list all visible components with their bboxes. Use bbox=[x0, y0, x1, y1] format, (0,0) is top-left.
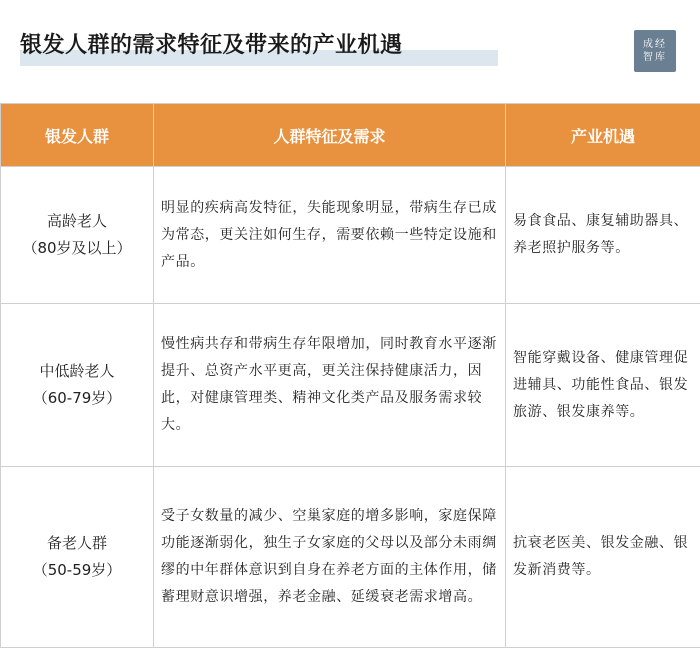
header-opportunities: 产业机遇 bbox=[506, 104, 700, 167]
needs-cell: 明显的疾病高发特征，失能现象明显，带病生存已成为常态，更关注如何生存，需要依赖一些特定设施和产品。 bbox=[154, 167, 506, 304]
needs-cell: 受子女数量的减少、空巢家庭的增多影响，家庭保障功能逐渐弱化，独生子女家庭的父母以及部分未雨绸缪的中年群体意识到自身在养老方面的主体作用，储蓄理财意识增强，养老金融、延缓衰老需求增高。 bbox=[154, 467, 506, 648]
group-cell bbox=[1, 467, 154, 648]
group-cell bbox=[1, 304, 154, 467]
table-row bbox=[1, 167, 700, 304]
brand-logo bbox=[634, 30, 676, 72]
opportunities-cell: 抗衰老医美、银发金融、银发新消费等。 bbox=[506, 467, 700, 648]
logo-text-line1: 成经 bbox=[643, 38, 667, 51]
group-name: 中低龄老人 bbox=[2, 358, 152, 385]
page-title: 银发人群的需求特征及带来的产业机遇 bbox=[20, 28, 403, 59]
group-age: （80岁及以上） bbox=[2, 235, 152, 262]
opportunities-cell: 易食食品、康复辅助器具、养老照护服务等。 bbox=[506, 167, 700, 304]
group-name: 备老人群 bbox=[2, 530, 152, 557]
table-row bbox=[1, 304, 700, 467]
group-name: 高龄老人 bbox=[2, 208, 152, 235]
title-block bbox=[20, 28, 403, 59]
group-age: （50-59岁） bbox=[2, 557, 152, 584]
table-header-row bbox=[1, 104, 700, 167]
table-row bbox=[1, 467, 700, 648]
needs-cell: 慢性病共存和带病生存年限增加，同时教育水平逐渐提升、总资产水平更高，更关注保持健康活力，因此，对健康管理类、精神文化类产品及服务需求较大。 bbox=[154, 304, 506, 467]
header-needs: 人群特征及需求 bbox=[154, 104, 506, 167]
group-age: （60-79岁） bbox=[2, 385, 152, 412]
group-cell bbox=[1, 167, 154, 304]
opportunities-cell: 智能穿戴设备、健康管理促进辅具、功能性食品、银发旅游、银发康养等。 bbox=[506, 304, 700, 467]
header-group: 银发人群 bbox=[1, 104, 154, 167]
logo-text-line2: 智库 bbox=[643, 51, 667, 64]
silver-population-table bbox=[0, 103, 700, 648]
